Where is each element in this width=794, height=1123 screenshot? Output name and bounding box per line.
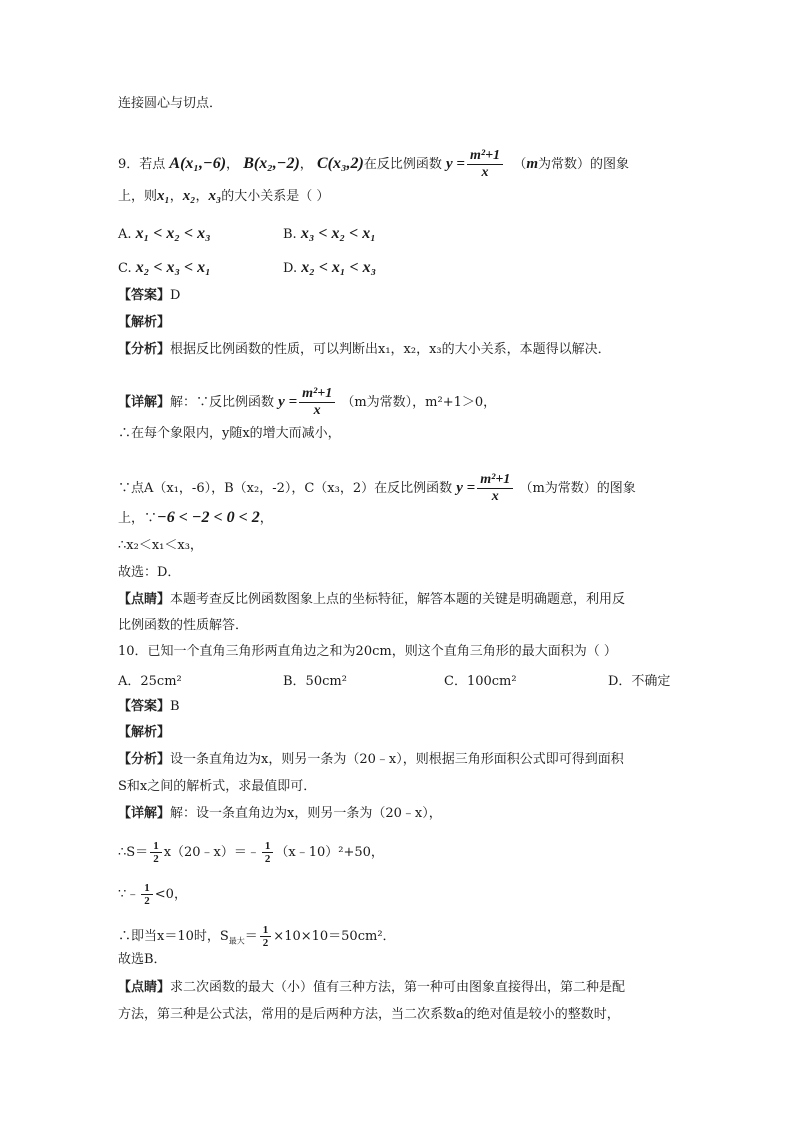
fenxi-text: 设一条直角边为x，则另一条为（20﹣x），则根据三角形面积公式即可得到面积 [170, 752, 624, 767]
q10-answer [118, 697, 180, 717]
xj-text: 解：设一条直角边为x，则另一条为（20﹣x）， [170, 806, 442, 821]
q9-xiangjie-4 [118, 508, 273, 529]
x1-var: x₁ [157, 188, 170, 204]
q10-option-c: C．100cm² [444, 674, 517, 689]
xiangjie-tag: 【详解】 [118, 806, 171, 821]
answer-tag: 【答案】 [118, 288, 171, 303]
opt-label: D. [283, 261, 298, 276]
q9-option-c [118, 259, 211, 277]
q9-number: 9．若点 [118, 157, 166, 172]
question-9-stem: 9．若点 A(x₁,−6)， B(x₂,−2)， C(x₃,2)在反比例函数 y = $\frac{\text{m²+1}}{x}$ （m为常数）的图象 [118, 148, 630, 180]
q9-xiangjie-6: 故选：D． [118, 565, 181, 580]
q10-option-b: B．50cm² [283, 674, 347, 689]
point-b: B(x₂,−2) [243, 155, 300, 172]
q10-fenxi-2: S和x之间的解析式，求最值即可． [118, 779, 317, 794]
numerator: 1 [150, 840, 162, 853]
x2-var: x₂ [182, 188, 196, 204]
fraction-half [150, 840, 162, 865]
subscript-max: 最大 [228, 936, 245, 946]
q10-xiangjie-1 [118, 804, 442, 824]
q9-cond: 为常数）的图象 [538, 157, 630, 172]
q10-dianjing-1 [118, 978, 625, 998]
q10-fenxi-1 [118, 750, 624, 770]
q9-analysis-tag [118, 313, 170, 333]
q10-xiangjie-5: 故选B． [118, 952, 167, 967]
q10-option-a: A．25cm² [118, 674, 182, 689]
opt-expr: x₂ < x₁ < x₃ [301, 259, 377, 276]
denominator: x [313, 403, 321, 418]
text-line-intro: 连接圆心与切点． [118, 96, 223, 111]
xj-text: ×10×10＝50cm²． [273, 929, 396, 944]
q9-fenxi [118, 340, 611, 360]
q10-xiangjie-2 [118, 840, 384, 865]
q10-dianjing-2: 方法，第三种是公式法，常用的是后两种方法，当二次系数a的绝对值是较小的整数时， [118, 1007, 620, 1022]
q9-xiangjie-1 [118, 386, 496, 419]
dianjing-tag: 【点睛】 [118, 980, 171, 995]
xiangjie-tag: 【详解】 [118, 395, 171, 410]
answer-value: B [170, 699, 180, 714]
denominator: 2 [262, 937, 269, 949]
fraction-m2-over-x [467, 148, 503, 181]
denominator: x [491, 489, 499, 504]
xj-text: 解：∵反比例函数 [170, 395, 275, 410]
opt-label: C. [118, 261, 132, 276]
sep: ， [299, 157, 313, 172]
q10-option-d: D．不确定 [608, 674, 671, 689]
denominator: 2 [144, 895, 150, 907]
opt-expr: x₁ < x₂ < x₃ [135, 225, 211, 242]
analysis-tag: 【解析】 [118, 725, 171, 740]
q9-xiangjie-3 [118, 472, 636, 505]
numerator: m²+1 [477, 472, 513, 489]
numerator: 1 [262, 840, 274, 853]
m-var: m [526, 156, 538, 172]
xj-text: ∵点A（x₁，-6），B（x₂，-2），C（x₃，2）在反比例函数 [118, 481, 453, 496]
xj-text: ∵﹣ [118, 887, 140, 902]
opt-label: B. [283, 227, 297, 242]
xj-text: ， [259, 511, 273, 526]
denominator: x [481, 165, 489, 180]
y-equals: y = [278, 394, 298, 410]
xj-text: ＝ [244, 929, 258, 944]
q9-l2a: 上，则 [118, 189, 158, 204]
answer-value: D [170, 288, 181, 303]
xj-text: <0， [154, 887, 187, 902]
q10-xiangjie-4 [118, 924, 396, 952]
fraction-m2-over-x [299, 386, 335, 419]
sep: ， [226, 157, 240, 172]
q9-dianjing-1 [118, 590, 625, 610]
q9-xiangjie-2: ∴在每个象限内，y随x的增大而减小， [118, 426, 341, 441]
fraction-half [262, 840, 274, 865]
fraction-m2-over-x [477, 472, 513, 505]
numerator: m²+1 [467, 148, 503, 165]
numerator: 1 [141, 882, 153, 895]
opt-label: A. [118, 227, 132, 242]
x3-var: x₃ [208, 188, 222, 204]
numerator: m²+1 [299, 386, 335, 403]
denominator: 2 [264, 853, 271, 865]
numerator: 1 [260, 924, 272, 937]
dj-text: 本题考查反比例函数图象上点的坐标特征，解答本题的关键是明确题意，利用反 [170, 592, 626, 607]
xj-text: （x﹣10）²+50， [275, 845, 384, 860]
xj-text: （m为常数）的图象 [519, 481, 636, 496]
point-a: A(x₁,−6) [169, 155, 227, 172]
xj-text: （m为常数），m²+1＞0， [341, 395, 497, 410]
denominator: 2 [153, 853, 159, 865]
q9-mid: 在反比例函数 [363, 157, 442, 172]
q10-analysis-tag [118, 723, 170, 743]
q9-option-a [118, 225, 211, 243]
inequality: −6 < −2 < 0 < 2 [157, 509, 260, 526]
opt-expr: x₃ < x₂ < x₁ [300, 225, 376, 242]
analysis-tag: 【解析】 [118, 315, 171, 330]
q9-l2b: 的大小关系是（ ） [221, 189, 330, 204]
xj-text: 上，∵ [118, 511, 158, 526]
q9-option-d [283, 259, 376, 277]
q9-dianjing-2: 比例函数的性质解答． [118, 618, 249, 633]
q9-xiangjie-5: ∴x₂＜x₁＜x₃， [118, 538, 203, 553]
xj-text: ∴S＝ [118, 845, 149, 860]
fenxi-text: 根据反比例函数的性质，可以判断出x₁，x₂，x₃的大小关系，本题得以解决． [170, 342, 611, 357]
dianjing-tag: 【点睛】 [118, 592, 171, 607]
dj-text: 求二次函数的最大（小）值有三种方法，第一种可由图象直接得出，第二种是配 [170, 980, 626, 995]
xj-text: ∴即当x＝10时，S [118, 929, 229, 944]
opt-expr: x₂ < x₃ < x₁ [135, 259, 211, 276]
fenxi-tag: 【分析】 [118, 342, 171, 357]
q9-option-b [283, 225, 376, 243]
q10-xiangjie-3 [118, 882, 187, 907]
fraction-half [141, 882, 153, 907]
question-10-stem: 10．已知一个直角三角形两直角边之和为20cm，则这个直角三角形的最大面积为（ ） [118, 644, 617, 659]
fraction-half [260, 924, 272, 949]
answer-tag: 【答案】 [118, 699, 171, 714]
xj-text: x（20﹣x）＝﹣ [163, 845, 260, 860]
question-9-line2: 上，则x₁，x₂，x₃的大小关系是（ ） [118, 188, 330, 204]
fenxi-tag: 【分析】 [118, 752, 171, 767]
y-equals: y = [446, 156, 465, 172]
y-equals: y = [456, 480, 476, 496]
point-c: C(x₃,2) [316, 155, 364, 172]
q9-answer [118, 286, 180, 306]
